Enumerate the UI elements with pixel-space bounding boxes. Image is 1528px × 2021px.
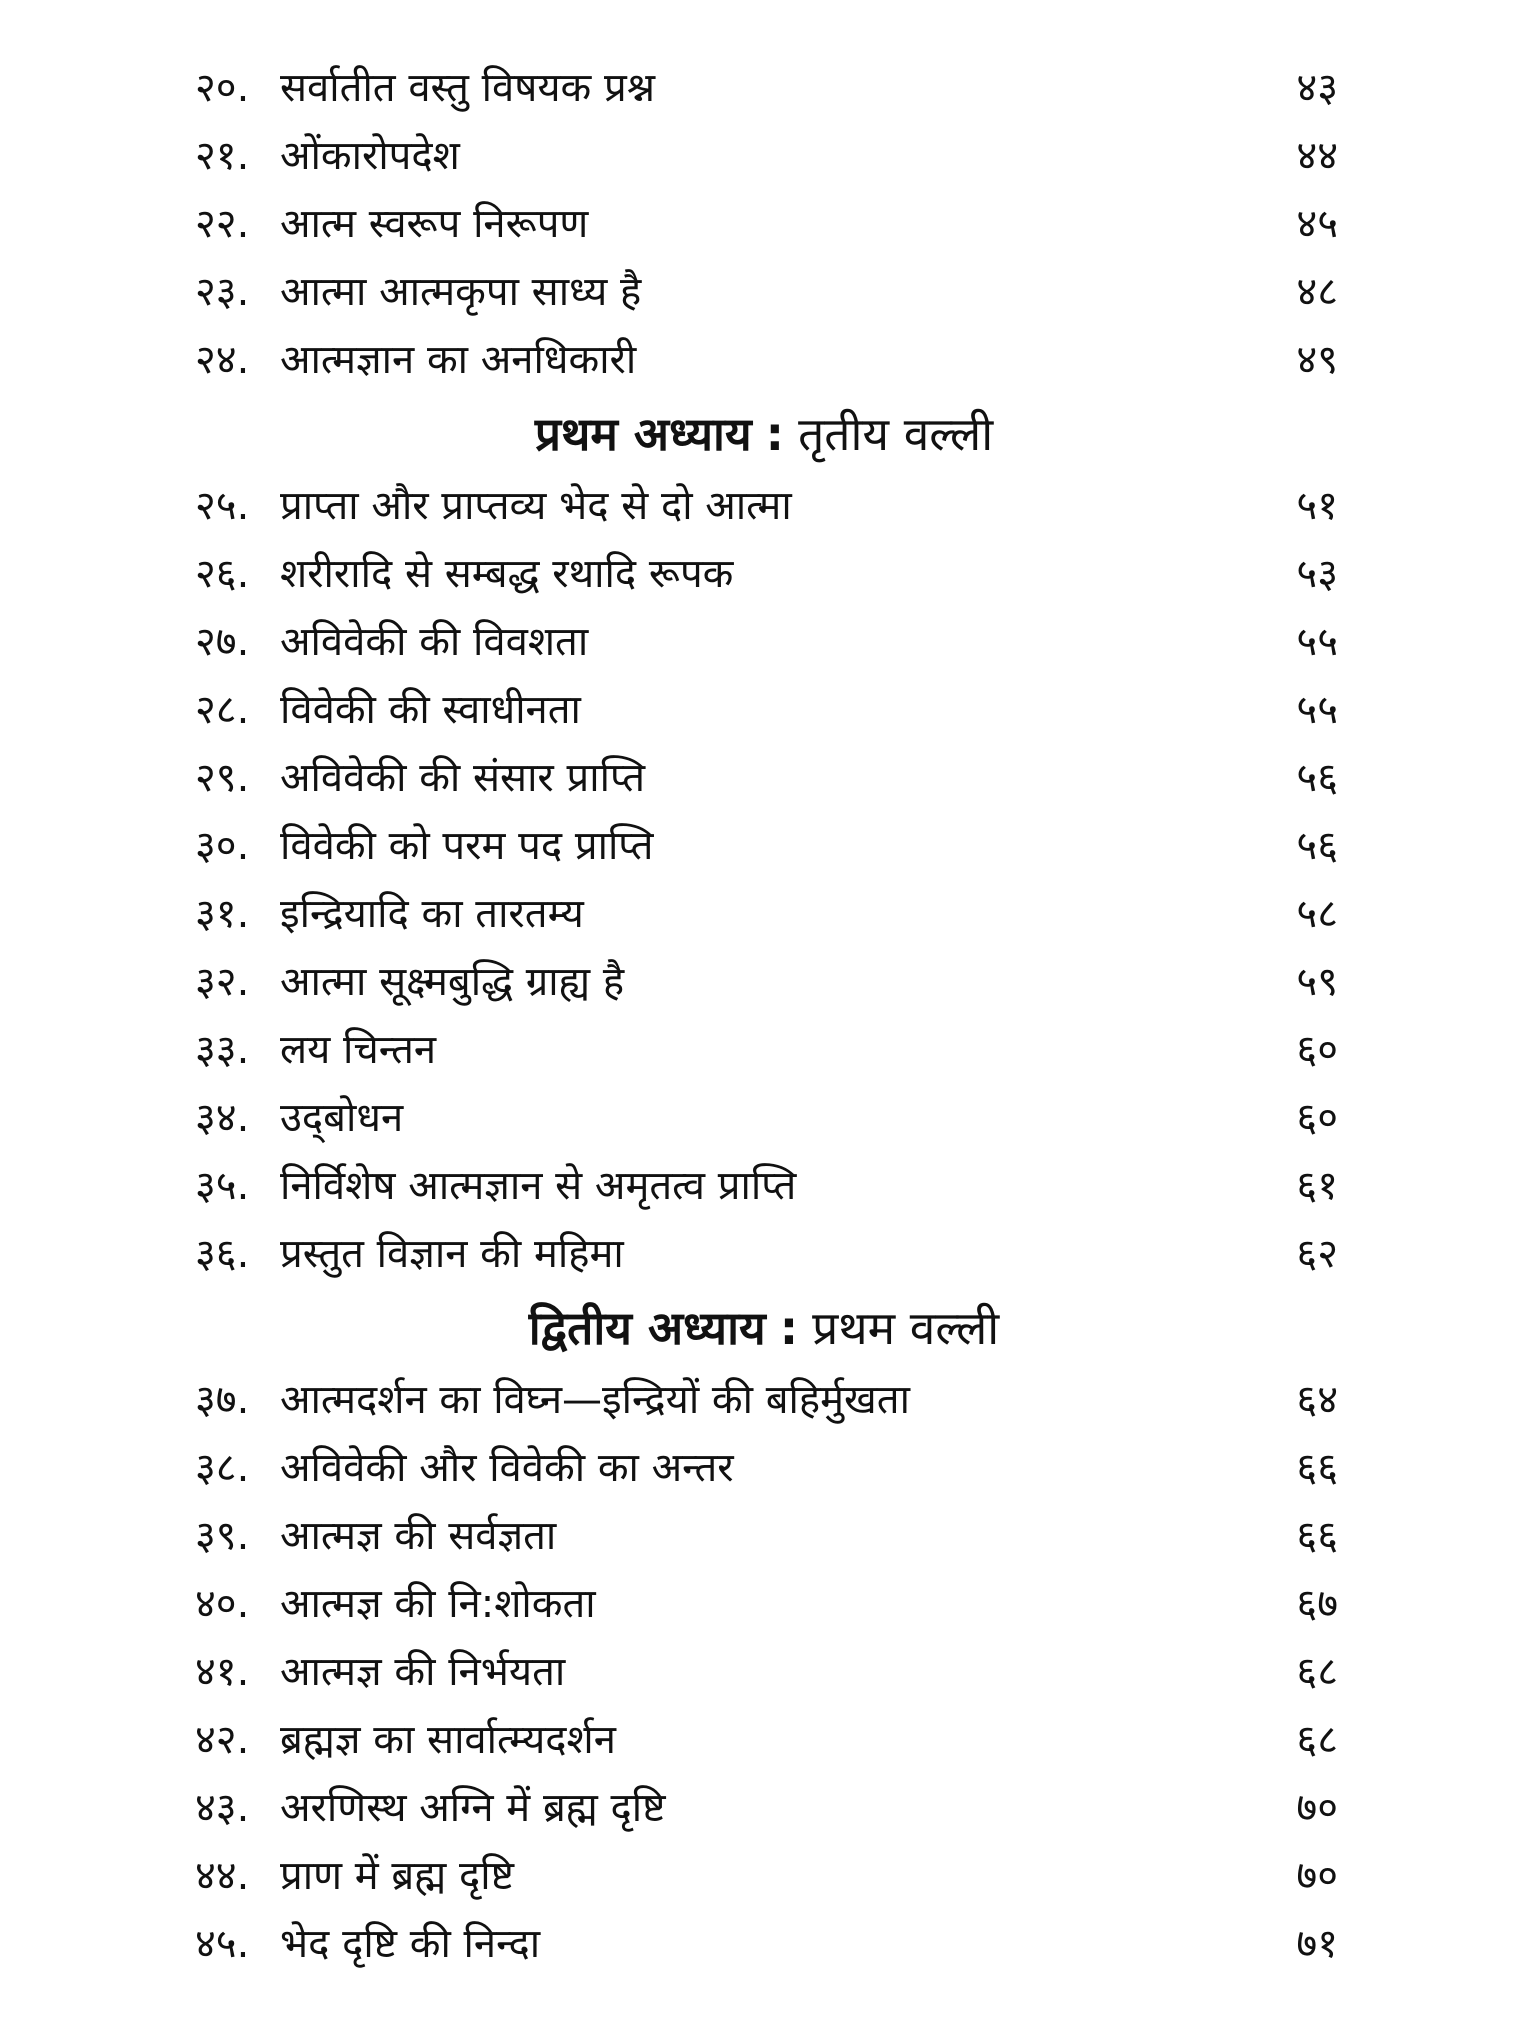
entry-number: २७.	[195, 619, 250, 665]
entry-title: निर्विशेष आत्मज्ञान से अमृतत्व प्राप्ति	[280, 1163, 797, 1209]
entry-title: अविवेकी और विवेकी का अन्तर	[280, 1445, 734, 1491]
entry-page-number: ६८	[1296, 1717, 1338, 1763]
entry-title: आत्मज्ञ की सर्वज्ञता	[280, 1513, 557, 1559]
entry-page-number: ६०	[1296, 1027, 1338, 1073]
entry-page-number: ६०	[1296, 1095, 1338, 1141]
entry-number: २०.	[195, 65, 250, 111]
entry-page-number: ७०	[1296, 1853, 1338, 1899]
entry-number: ३६.	[195, 1231, 250, 1277]
entry-title: आत्म स्वरूप निरूपण	[280, 201, 589, 247]
entry-title: आत्मा सूक्ष्मबुद्धि ग्राह्य है	[280, 959, 625, 1005]
entry-number: ४२.	[195, 1717, 250, 1763]
entry-number: ४१.	[195, 1649, 250, 1695]
section-heading	[0, 395, 1528, 473]
entry-number: ४५.	[195, 1921, 250, 1967]
toc-entry	[0, 1639, 1528, 1707]
heading-separator: :	[765, 407, 785, 461]
entry-title: भेद दृष्टि की निन्दा	[280, 1921, 541, 1967]
entry-number: ३५.	[195, 1163, 250, 1209]
entry-page-number: ५८	[1296, 891, 1338, 937]
toc-entry	[0, 813, 1528, 881]
toc-section	[0, 1289, 1528, 1979]
entry-title: प्राण में ब्रह्म दृष्टि	[280, 1853, 514, 1899]
toc-entry	[0, 1775, 1528, 1843]
entry-title: प्राप्ता और प्राप्तव्य भेद से दो आत्मा	[280, 483, 792, 529]
entry-page-number: ६६	[1296, 1513, 1338, 1559]
entry-number: ४४.	[195, 1853, 250, 1899]
entry-title: शरीरादि से सम्बद्ध रथादि रूपक	[280, 551, 734, 597]
entry-title: ओंकारोपदेश	[280, 133, 460, 179]
entry-page-number: ५६	[1296, 755, 1338, 801]
toc-entry	[0, 1085, 1528, 1153]
entry-title: आत्मज्ञ की नि:शोकता	[280, 1581, 596, 1627]
toc-entry	[0, 1017, 1528, 1085]
entry-page-number: ४३	[1296, 65, 1338, 111]
toc-entry	[0, 1503, 1528, 1571]
heading-valli: तृतीय वल्ली	[798, 407, 994, 461]
toc-entry	[0, 1153, 1528, 1221]
entry-page-number: ५३	[1296, 551, 1338, 597]
entry-title: लय चिन्तन	[280, 1027, 437, 1073]
entry-number: २९.	[195, 755, 250, 801]
toc-entry	[0, 1221, 1528, 1289]
entry-number: ३९.	[195, 1513, 250, 1559]
entry-title: आत्मज्ञान का अनधिकारी	[280, 337, 637, 383]
entry-page-number: ५६	[1296, 823, 1338, 869]
heading-separator: :	[779, 1301, 799, 1355]
entry-page-number: ५१	[1296, 483, 1338, 529]
entry-title: उद्‌बोधन	[280, 1095, 404, 1141]
entry-page-number: ५५	[1296, 687, 1338, 733]
heading-chapter: द्वितीय अध्याय	[528, 1301, 766, 1355]
entry-title: विवेकी को परम पद प्राप्ति	[280, 823, 654, 869]
toc-entry	[0, 1707, 1528, 1775]
toc-entry	[0, 1435, 1528, 1503]
entry-title: अविवेकी की संसार प्राप्ति	[280, 755, 646, 801]
entry-page-number: ४५	[1296, 201, 1338, 247]
toc-section	[0, 395, 1528, 1289]
entry-title: आत्मदर्शन का विघ्न—इन्द्रियों की बहिर्मुखता	[280, 1377, 910, 1423]
toc-entry	[0, 1367, 1528, 1435]
toc-entry	[0, 745, 1528, 813]
entry-number: ३४.	[195, 1095, 250, 1141]
heading-valli: प्रथम वल्ली	[812, 1301, 1000, 1355]
entry-page-number: ४४	[1296, 133, 1338, 179]
toc-entry	[0, 55, 1528, 123]
toc-entry	[0, 609, 1528, 677]
toc-section	[0, 55, 1528, 395]
entry-page-number: ६४	[1296, 1377, 1338, 1423]
entry-page-number: ६८	[1296, 1649, 1338, 1695]
entry-title: इन्द्रियादि का तारतम्य	[280, 891, 584, 937]
entry-page-number: ६६	[1296, 1445, 1338, 1491]
toc-entry	[0, 327, 1528, 395]
entry-number: ३३.	[195, 1027, 250, 1073]
toc-entry	[0, 1911, 1528, 1979]
toc-entry	[0, 1843, 1528, 1911]
entry-number: ३०.	[195, 823, 250, 869]
toc-entry	[0, 881, 1528, 949]
entry-title: आत्मा आत्मकृपा साध्य है	[280, 269, 642, 315]
entry-page-number: ७१	[1296, 1921, 1338, 1967]
entry-number: २२.	[195, 201, 250, 247]
toc-entry	[0, 259, 1528, 327]
entry-number: २६.	[195, 551, 250, 597]
entry-number: २५.	[195, 483, 250, 529]
entry-page-number: ६२	[1296, 1231, 1338, 1277]
entry-title: आत्मज्ञ की निर्भयता	[280, 1649, 566, 1695]
entry-title: ब्रह्मज्ञ का सार्वात्म्यदर्शन	[280, 1717, 616, 1763]
entry-page-number: ७०	[1296, 1785, 1338, 1831]
toc-entry	[0, 949, 1528, 1017]
toc-entry	[0, 541, 1528, 609]
entry-title: अविवेकी की विवशता	[280, 619, 589, 665]
entry-page-number: ५९	[1296, 959, 1338, 1005]
entry-number: २१.	[195, 133, 250, 179]
entry-page-number: ६७	[1296, 1581, 1338, 1627]
entry-page-number: ४८	[1296, 269, 1338, 315]
entry-number: ३७.	[195, 1377, 250, 1423]
entry-title: विवेकी की स्वाधीनता	[280, 687, 581, 733]
toc-entry	[0, 191, 1528, 259]
entry-number: ४०.	[195, 1581, 250, 1627]
toc-entry	[0, 123, 1528, 191]
entry-title: सर्वातीत वस्तु विषयक प्रश्न	[280, 65, 656, 111]
entry-title: अरणिस्थ अग्नि में ब्रह्म दृष्टि	[280, 1785, 666, 1831]
heading-chapter: प्रथम अध्याय	[534, 407, 752, 461]
entry-page-number: ४९	[1296, 337, 1338, 383]
entry-page-number: ५५	[1296, 619, 1338, 665]
section-heading	[0, 1289, 1528, 1367]
toc-entry	[0, 677, 1528, 745]
entry-number: ३१.	[195, 891, 250, 937]
entry-number: २३.	[195, 269, 250, 315]
entry-page-number: ६१	[1296, 1163, 1338, 1209]
table-of-contents	[0, 55, 1528, 1979]
entry-number: २४.	[195, 337, 250, 383]
entry-title: प्रस्तुत विज्ञान की महिमा	[280, 1231, 624, 1277]
toc-entry	[0, 1571, 1528, 1639]
entry-number: ४३.	[195, 1785, 250, 1831]
toc-entry	[0, 473, 1528, 541]
entry-number: २८.	[195, 687, 250, 733]
entry-number: ३८.	[195, 1445, 250, 1491]
entry-number: ३२.	[195, 959, 250, 1005]
